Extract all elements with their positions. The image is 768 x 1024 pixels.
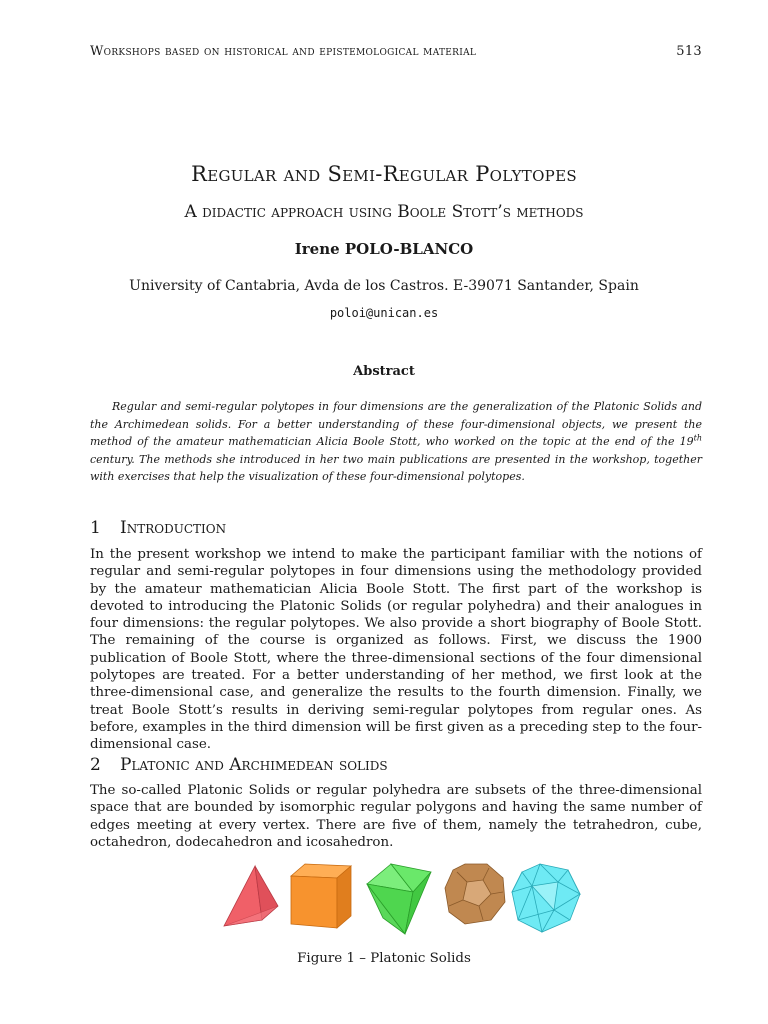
platonic-solids-figure	[210, 862, 590, 938]
abstract-heading: Abstract	[353, 364, 415, 379]
author-name: Irene POLO-BLANCO	[294, 240, 474, 258]
abstract-superscript: th	[693, 433, 702, 443]
running-head-title: Workshops based on historical and epistemological material	[90, 44, 477, 59]
section-number: 1	[90, 518, 101, 538]
running-head	[90, 44, 702, 59]
abstract-text-part1: Regular and semi-regular polytopes in four dimensions are the generalization of the Platonic Solids and the Archimedean solids. For a better understanding of these four-dimensional objects, we present the method of the amateur mathematician Alicia Boole Stott, who worked on the topic at the end of the 19	[90, 400, 702, 448]
tetrahedron-image	[222, 862, 280, 934]
author-email[interactable]: poloi@unican.es	[329, 306, 439, 320]
section-title: Platonic and Archimedean solids	[120, 755, 388, 775]
icosahedron-image	[510, 862, 582, 934]
section-2-body	[90, 782, 702, 851]
abstract-paragraph	[90, 398, 702, 486]
author-affiliation: University of Cantabria, Avda de los Castros. E-39071 Santander, Spain	[129, 278, 639, 294]
paper-subtitle: A didactic approach using Boole Stott’s methods	[184, 202, 584, 222]
section-number: 2	[90, 755, 101, 775]
body-paragraph: In the present workshop we intend to make the participant familiar with the notions of regular and semi-regular polytopes in four dimensions using the methodology provided by the amateur mathematician Alicia Boole Stott. The first part of the workshop is devoted to introducing the Platonic Solids (or regular polyhedra) and their analogues in four dimensions: the regular polytopes. We also provide a short biography of Boole Stott. The remaining of the course is organized as follows. First, we discuss the 1900 publication of Boole Stott, where the three-dimensional sections of the four dimensional polytopes are treated. For a better understanding of her method, we first look at the three-dimensional case, and generalize the results to the fourth dimension. Finally, we treat Boole Stott’s results in deriving semi-regular polytopes from regular ones. As before, examples in the third dimension will be first given as a preceding step to the four-dimensional case.	[90, 547, 702, 753]
octahedron-image	[363, 862, 435, 936]
abstract-text-part2: century. The methods she introduced in her two main publications are presented in the workshop, together with exercises that help the visualization of these four-dimensional polytopes.	[90, 452, 702, 483]
section-1-heading	[90, 518, 226, 538]
section-title: Introduction	[120, 518, 227, 538]
cube-image	[287, 862, 355, 934]
figure-caption: Figure 1 – Platonic Solids	[297, 951, 471, 966]
section-1-body	[90, 546, 702, 754]
abstract-body	[90, 398, 702, 486]
page-number: 513	[676, 44, 702, 59]
paper-title: Regular and Semi-Regular Polytopes	[191, 162, 577, 186]
body-paragraph: The so-called Platonic Solids or regular polyhedra are subsets of the three-dimensional space that are bounded by isomorphic regular polygons and having the same number of edges meeting at every vertex. There are five of them, namely the tetrahedron, cube, octahedron, dodecahedron and icosahedron.	[90, 783, 702, 850]
dodecahedron-image	[443, 862, 507, 926]
section-2-heading	[90, 755, 388, 775]
